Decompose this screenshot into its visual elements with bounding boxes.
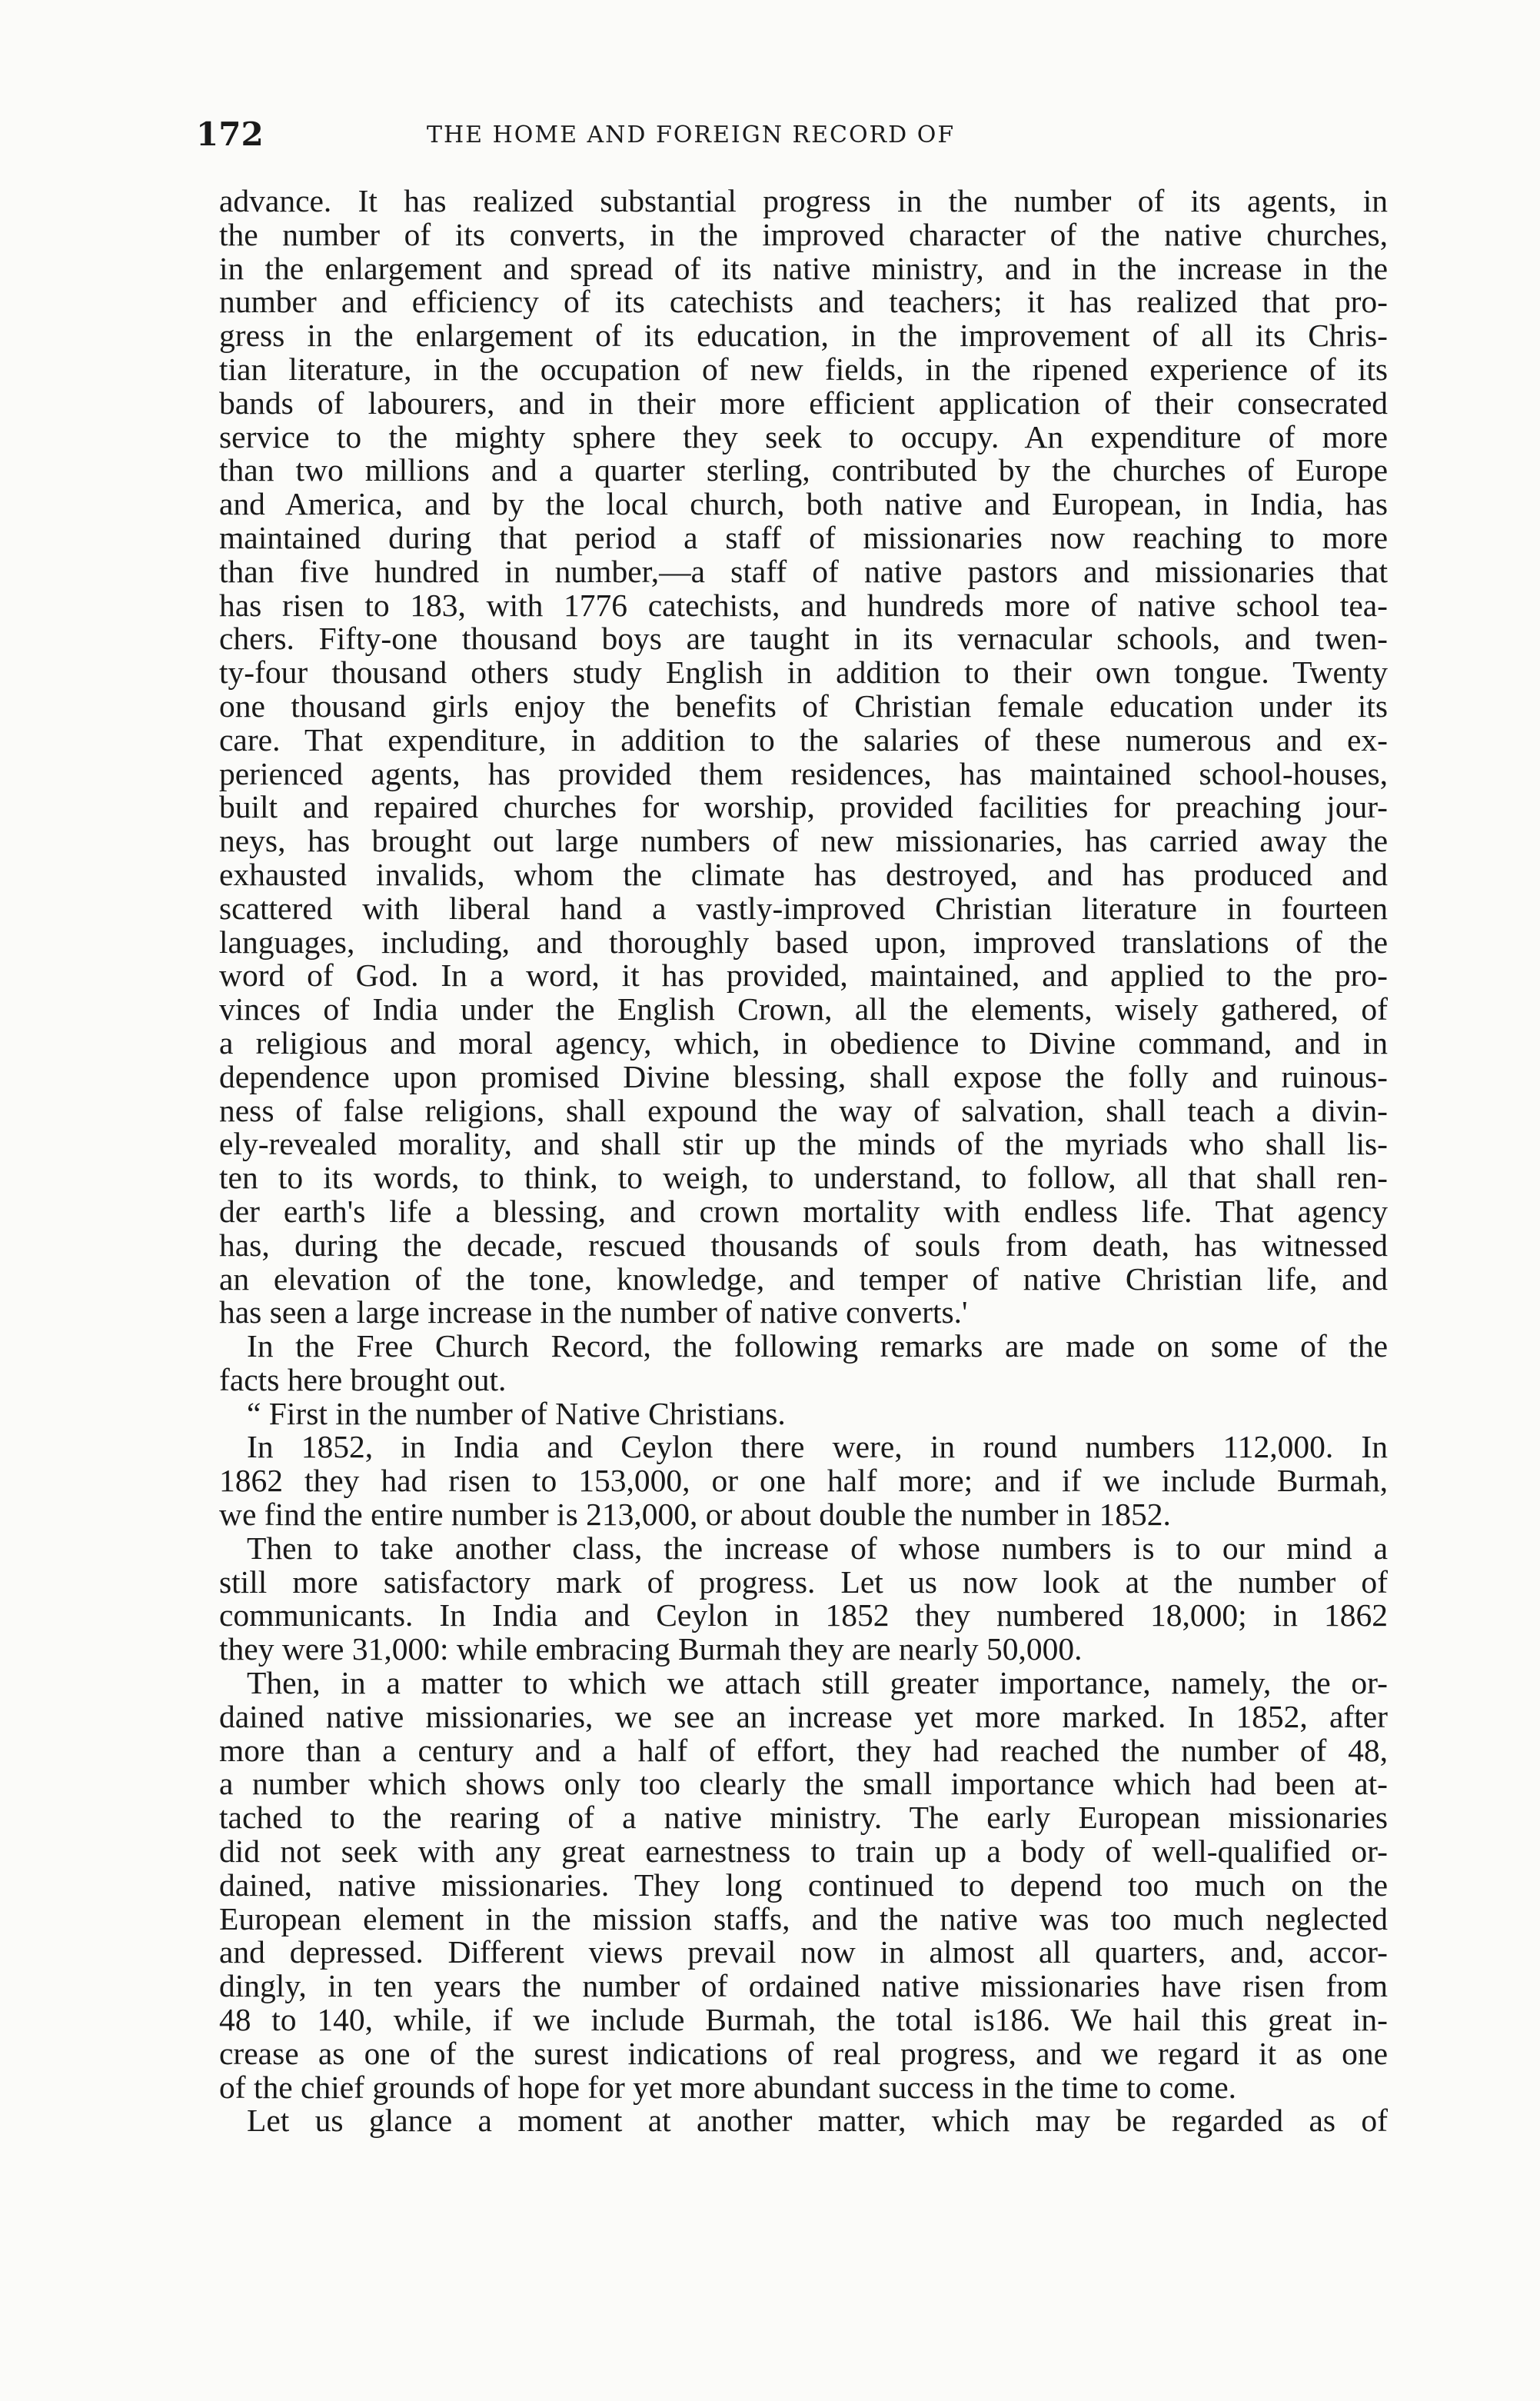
text-line: care. That expenditure, in addition to the salaries of these numerous and ex-	[219, 721, 1388, 758]
text-line: an elevation of the tone, knowledge, and temper of native Christian life, and	[219, 1260, 1388, 1297]
text-line: Then, in a matter to which we attach still greater importance, namely, the or-	[247, 1665, 1388, 1701]
text-line: In 1852, in India and Ceylon there were, in round numbers 112,000. In	[247, 1429, 1388, 1465]
text-line: we find the entire number is 213,000, or about double the number in 1852.	[219, 1497, 1171, 1533]
text-line: a number which shows only too clearly the small importance which had been at-	[219, 1766, 1388, 1802]
text-line: ely-revealed morality, and shall stir up the minds of the myriads who shall lis-	[219, 1126, 1388, 1162]
text-line: tached to the rearing of a native ministry. The early European missionaries	[219, 1800, 1388, 1836]
text-line: facts here brought out.	[219, 1361, 507, 1397]
page-header	[196, 115, 1380, 162]
running-head: THE HOME AND FOREIGN RECORD OF	[427, 122, 956, 148]
text-line: of the chief grounds of hope for yet more abundant success in the time to come.	[219, 2069, 1236, 2105]
text-line: than two millions and a quarter sterling, contributed by the churches of Europe	[219, 452, 1388, 488]
text-line: Then to take another class, the increase of whose numbers is to our mind a	[247, 1530, 1388, 1566]
text-line: still more satisfactory mark of progress. Let us now look at the number of	[219, 1563, 1388, 1600]
text-line: bands of labourers, and in their more efficient application of their consecrated	[219, 385, 1388, 421]
text-line: gress in the enlargement of its education, in the improvement of all its Chris-	[219, 318, 1388, 354]
text-line: and depressed. Different views prevail now in almost all quarters, and, accor-	[219, 1934, 1388, 1970]
text-line: dingly, in ten years the number of ordained native missionaries have risen from	[219, 1968, 1388, 2004]
text-line: ty-four thousand others study English in addition to their own tongue. Twenty	[219, 654, 1388, 691]
body-text	[219, 185, 1388, 2138]
text-line: In the Free Church Record, the following remarks are made on some of the	[247, 1328, 1388, 1364]
text-line: word of God. In a word, it has provided, maintained, and applied to the pro-	[219, 957, 1388, 994]
text-line: and America, and by the local church, both native and European, in India, has	[219, 486, 1388, 522]
text-line: more than a century and a half of effort, they had reached the number of 48,	[219, 1732, 1388, 1768]
text-line: a religious and moral agency, which, in obedience to Divine command, and in	[219, 1024, 1388, 1061]
text-line: has risen to 183, with 1776 catechists, and hundreds more of native school tea-	[219, 587, 1388, 623]
text-line: “ First in the number of Native Christians.	[247, 1395, 786, 1431]
text-line: dependence upon promised Divine blessing, shall expose the folly and ruinous-	[219, 1058, 1388, 1094]
text-line: 1862 they had risen to 153,000, or one half more; and if we include Burmah,	[219, 1463, 1388, 1499]
text-line: did not seek with any great earnestness to train up a body of well-qualified or-	[219, 1833, 1388, 1870]
text-line: than five hundred in number,—a staff of native pastors and missionaries that	[219, 553, 1388, 589]
text-line: languages, including, and thoroughly based upon, improved translations of the	[219, 924, 1388, 960]
text-line: ten to its words, to think, to weigh, to understand, to follow, all that shall ren-	[219, 1160, 1388, 1196]
text-line: the number of its converts, in the improved character of the native churches,	[219, 216, 1388, 252]
text-line: ness of false religions, shall expound the way of salvation, shall teach a divin-	[219, 1092, 1388, 1128]
text-line: in the enlargement and spread of its native ministry, and in the increase in the	[219, 250, 1388, 286]
text-line: vinces of India under the English Crown, all the elements, wisely gathered, of	[219, 991, 1388, 1027]
text-line: advance. It has realized substantial progress in the number of its agents, in	[219, 183, 1388, 218]
text-line: scattered with liberal hand a vastly-improved Christian literature in fourteen	[219, 890, 1388, 926]
text-line: has, during the decade, rescued thousands of souls from death, has witnessed	[219, 1227, 1388, 1263]
text-line: dained, native missionaries. They long continued to depend too much on the	[219, 1867, 1388, 1903]
text-line: dained native missionaries, we see an increase yet more marked. In 1852, after	[219, 1698, 1388, 1734]
text-line: perienced agents, has provided them residences, has maintained school-houses,	[219, 755, 1388, 791]
text-line: neys, has brought out large numbers of new missionaries, has carried away the	[219, 823, 1388, 859]
text-line: communicants. In India and Ceylon in 1852 they numbered 18,000; in 1862	[219, 1597, 1388, 1633]
text-line: chers. Fifty-one thousand boys are taught in its vernacular schools, and twen-	[219, 621, 1388, 657]
text-line: built and repaired churches for worship, provided facilities for preaching jour-	[219, 789, 1388, 825]
text-line: der earth's life a blessing, and crown mortality with endless life. That agency	[219, 1193, 1388, 1229]
text-line: 48 to 140, while, if we include Burmah, the total is186. We hail this great in-	[219, 2002, 1388, 2038]
page-number: 172	[196, 115, 264, 153]
text-line: maintained during that period a staff of missionaries now reaching to more	[219, 519, 1388, 555]
text-line: European element in the mission staffs, and the native was too much neglected	[219, 1900, 1388, 1936]
text-line: has seen a large increase in the number of native converts.'	[219, 1294, 968, 1330]
text-line: exhausted invalids, whom the climate has destroyed, and has produced and	[219, 856, 1388, 892]
text-line: one thousand girls enjoy the benefits of Christian female education under its	[219, 688, 1388, 724]
text-line: they were 31,000: while embracing Burmah they are nearly 50,000.	[219, 1631, 1083, 1667]
text-line: crease as one of the surest indications of real progress, and we regard it as one	[219, 2035, 1388, 2071]
text-line: number and efficiency of its catechists and teachers; it has realized that pro-	[219, 284, 1388, 320]
text-line: Let us glance a moment at another matter, which may be regarded as of	[247, 2103, 1388, 2139]
text-line: service to the mighty sphere they seek to occupy. An expenditure of more	[219, 418, 1388, 455]
text-line: tian literature, in the occupation of new fields, in the ripened experience of its	[219, 351, 1388, 387]
